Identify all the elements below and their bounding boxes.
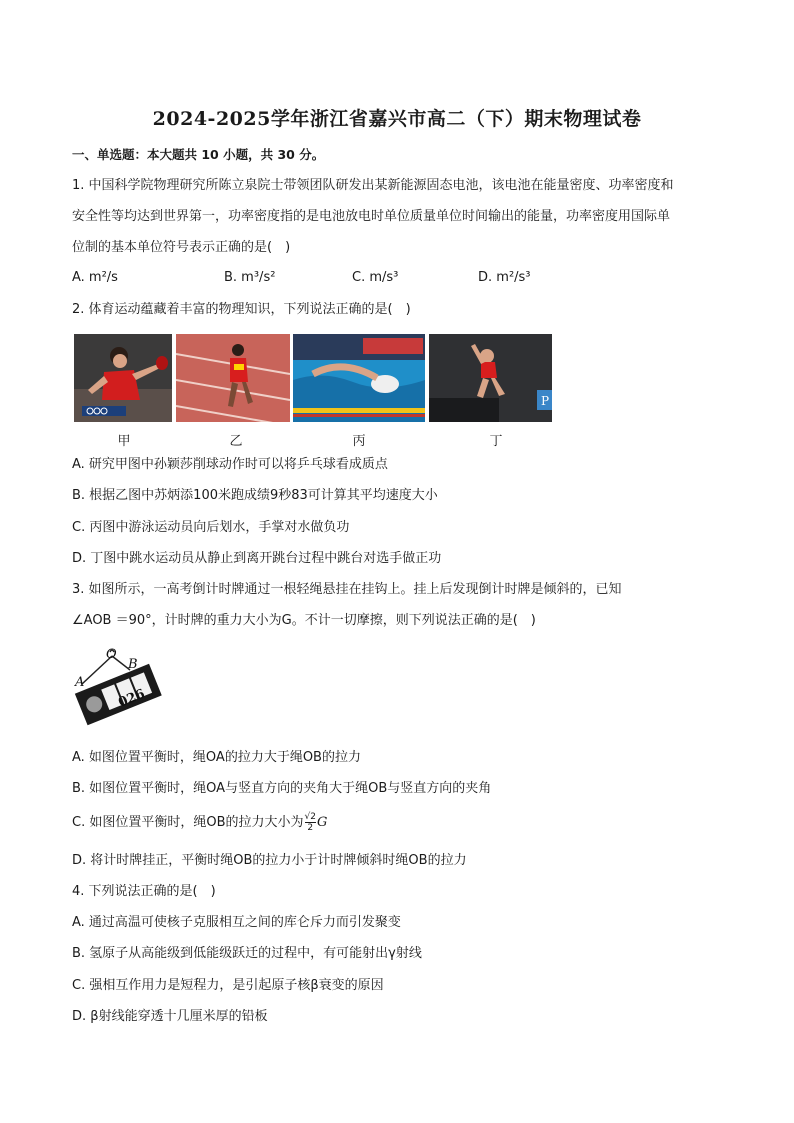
fraction-sqrt2-over-2 — [305, 812, 316, 833]
q4-stem: 4. 下列说法正确的是( ) — [72, 884, 216, 899]
q3-option-c-g: G — [316, 815, 328, 830]
section-heading: 一、单选题：本大题共 10 小题，共 30 分。 — [72, 147, 325, 162]
caption-bing: 丙 — [352, 434, 366, 449]
q3-option-a[interactable]: A. 如图位置平衡时，绳OA的拉力大于绳OB的拉力 — [72, 750, 361, 765]
q2-option-d[interactable]: D. 丁图中跳水运动员从静止到离开跳台过程中跳台对选手做正功 — [72, 551, 442, 566]
label-b: B — [128, 657, 138, 672]
q1-stem-line3: 位制的基本单位符号表示正确的是( ) — [72, 240, 291, 255]
q4-option-b[interactable]: B. 氢原子从高能级到低能级跃迁的过程中，有可能射出γ射线 — [72, 946, 422, 961]
q4-option-a[interactable]: A. 通过高温可使核子克服相互之间的库仑斥力而引发聚变 — [72, 915, 401, 930]
q1-option-a[interactable]: A. m²/s — [72, 270, 118, 285]
q1-option-d[interactable]: D. m²/s³ — [478, 270, 531, 285]
photo-swimming — [293, 334, 425, 422]
q3-option-b[interactable]: B. 如图位置平衡时，绳OA与竖直方向的夹角大于绳OB与竖直方向的夹角 — [72, 781, 492, 796]
photo-sprint — [176, 334, 290, 422]
q2-option-c[interactable]: C. 丙图中游泳运动员向后划水，手掌对水做负功 — [72, 520, 350, 535]
q4-option-d[interactable]: D. β射线能穿透十几厘米厚的铅板 — [72, 1009, 268, 1024]
q3-option-c[interactable] — [72, 812, 327, 833]
q1-option-b[interactable]: B. m³/s² — [224, 270, 276, 285]
label-a: A — [75, 675, 85, 690]
q1-option-c[interactable]: C. m/s³ — [352, 270, 399, 285]
q3-option-c-text: C. 如图位置平衡时，绳OB的拉力大小为 — [72, 815, 304, 830]
svg-text:P: P — [541, 394, 550, 408]
q2-stem: 2. 体育运动蕴藏着丰富的物理知识，下列说法正确的是( ) — [72, 302, 411, 317]
q3-stem-line2: ∠AOB ＝90°，计时牌的重力大小为G。不计一切摩擦，则下列说法正确的是( ) — [72, 613, 536, 628]
q3-option-d[interactable]: D. 将计时牌挂正，平衡时绳OB的拉力小于计时牌倾斜时绳OB的拉力 — [72, 853, 467, 868]
q1-stem-line2: 安全性等均达到世界第一，功率密度指的是电池放电时单位质量单位时间输出的能量，功率密度用国际单 — [72, 209, 671, 224]
q2-option-a[interactable]: A. 研究甲图中孙颖莎削球动作时可以将乒乓球看成质点 — [72, 457, 388, 472]
exam-title: 2024-2025学年浙江省嘉兴市高二（下）期末物理试卷 — [152, 108, 642, 130]
countdown-board-figure — [72, 644, 162, 728]
label-o: O — [106, 647, 117, 662]
fraction-denominator: 2 — [307, 823, 314, 833]
fraction-numerator: √2 — [304, 812, 316, 822]
photo-table-tennis — [74, 334, 172, 422]
photo-diving — [429, 334, 552, 422]
q1-stem-line1: 1. 中国科学院物理研究所陈立泉院士带领团队研发出某新能源固态电池，该电池在能量密度、功率密度和 — [72, 178, 674, 193]
caption-ding: 丁 — [489, 434, 503, 449]
caption-yi: 乙 — [229, 434, 243, 449]
q2-option-b[interactable]: B. 根据乙图中苏炳添100米跑成绩9秒83可计算其平均速度大小 — [72, 488, 438, 503]
caption-jia: 甲 — [117, 434, 131, 449]
q3-stem-line1: 3. 如图所示，一高考倒计时牌通过一根轻绳悬挂在挂钩上。挂上后发现倒计时牌是倾斜的，已知 — [72, 582, 622, 597]
q4-option-c[interactable]: C. 强相互作用力是短程力，是引起原子核β衰变的原因 — [72, 978, 384, 993]
countdown-digits: 026 — [116, 686, 148, 711]
